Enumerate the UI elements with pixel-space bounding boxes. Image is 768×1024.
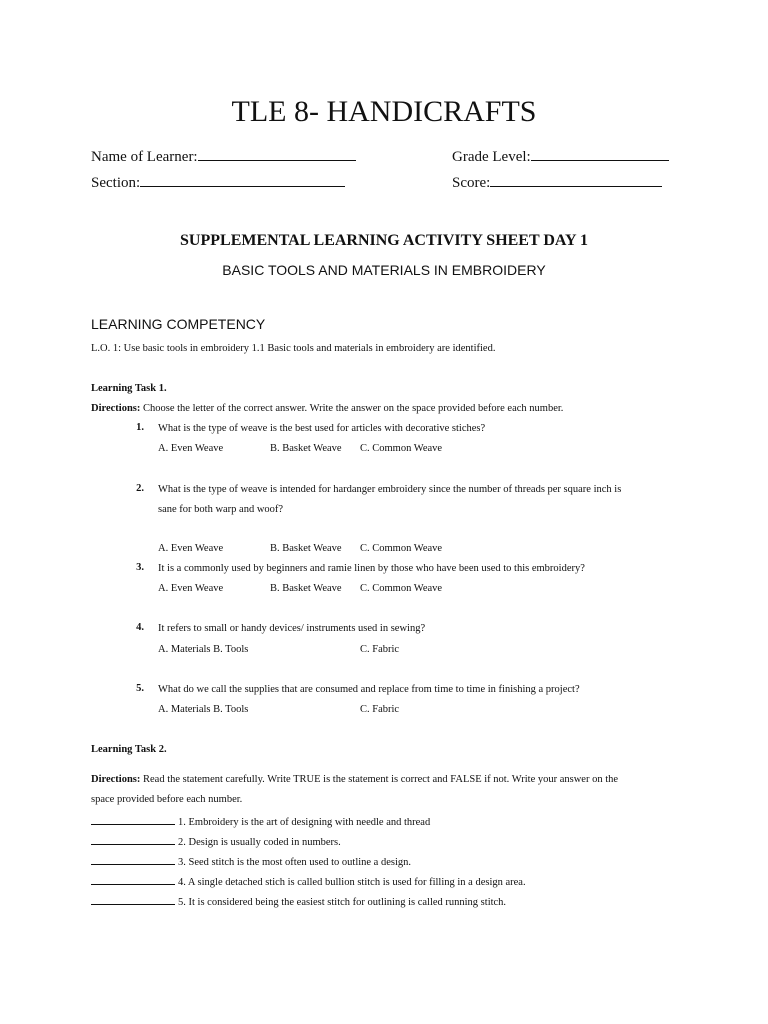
question-5-option-c: C. Fabric	[360, 704, 400, 715]
tf-item-4	[91, 873, 526, 890]
tf-item-1	[91, 813, 430, 830]
answer-blank-5[interactable]	[91, 893, 175, 905]
question-1-number: 1.	[136, 422, 144, 433]
task1-directions-text: Choose the letter of the correct answer. Write the answer on the space provided before each number.	[140, 403, 564, 414]
question-2-text-cont: sane for both warp and woof?	[158, 504, 284, 515]
question-2-text: What is the type of weave is intended for hardanger embroidery since the number of threads per square inch is	[158, 484, 622, 495]
sheet-title: SUPPLEMENTAL LEARNING ACTIVITY SHEET DAY 1	[180, 232, 588, 249]
question-3-option-c: C. Common Weave	[360, 583, 443, 594]
answer-blank-1[interactable]	[91, 813, 175, 825]
answer-blank-3[interactable]	[91, 853, 175, 865]
section-label: Section:	[91, 175, 141, 191]
task1-directions-label: Directions:	[91, 403, 141, 414]
question-4-option-c: C. Fabric	[360, 644, 400, 655]
page-title: TLE 8- HANDICRAFTS	[231, 95, 537, 128]
question-4-option-a: A. Materials B. Tools	[158, 644, 249, 655]
tf-item-5	[91, 893, 506, 910]
question-4-number: 4.	[136, 622, 144, 633]
tf-item-5-text: 5. It is considered being the easiest stitch for outlining is called running stitch.	[178, 897, 507, 908]
tf-item-3	[91, 853, 411, 870]
question-2-option-c: C. Common Weave	[360, 543, 443, 554]
score-label: Score:	[452, 175, 491, 191]
grade-level-field[interactable]	[452, 146, 669, 167]
grade-level-line[interactable]	[531, 146, 669, 161]
competency-heading: LEARNING COMPETENCY	[91, 316, 266, 332]
tf-item-2	[91, 833, 341, 850]
task2-directions-text: Read the statement carefully. Write TRUE is the statement is correct and FALSE if not. Write your answer on the	[140, 774, 619, 785]
learner-name-line[interactable]	[198, 146, 356, 161]
question-1-option-b: B. Basket Weave	[270, 443, 342, 454]
learner-name-field[interactable]	[91, 146, 356, 167]
answer-blank-2[interactable]	[91, 833, 175, 845]
task2-directions	[91, 773, 618, 787]
question-2-option-a: A. Even Weave	[158, 543, 224, 554]
question-1-option-c: C. Common Weave	[360, 443, 443, 454]
grade-level-label: Grade Level:	[452, 149, 531, 165]
question-2-number: 2.	[136, 483, 144, 494]
task2-heading: Learning Task 2.	[91, 744, 167, 755]
question-2-option-b: B. Basket Weave	[270, 543, 342, 554]
learner-name-label: Name of Learner:	[91, 149, 198, 165]
score-line[interactable]	[490, 172, 662, 187]
tf-item-1-text: 1. Embroidery is the art of designing with needle and thread	[178, 817, 431, 828]
section-line[interactable]	[140, 172, 345, 187]
answer-blank-4[interactable]	[91, 873, 175, 885]
topic-title: BASIC TOOLS AND MATERIALS IN EMBROIDERY	[222, 262, 546, 278]
question-4-text: It refers to small or handy devices/ instruments used in sewing?	[158, 623, 426, 634]
question-1-option-a: A. Even Weave	[158, 443, 224, 454]
section-field[interactable]	[91, 172, 345, 193]
question-5-number: 5.	[136, 683, 144, 694]
tf-item-2-text: 2. Design is usually coded in numbers.	[178, 837, 341, 848]
tf-item-3-text: 3. Seed stitch is the most often used to outline a design.	[178, 857, 412, 868]
task1-heading: Learning Task 1.	[91, 383, 167, 394]
learning-objective: L.O. 1: Use basic tools in embroidery 1.1 Basic tools and materials in embroidery are identified.	[91, 343, 496, 354]
question-3-option-b: B. Basket Weave	[270, 583, 342, 594]
question-5-text: What do we call the supplies that are consumed and replace from time to time in finishing a project?	[158, 684, 580, 695]
task2-directions-cont: space provided before each number.	[91, 794, 243, 805]
question-1-text: What is the type of weave is the best used for articles with decorative stiches?	[158, 423, 486, 434]
question-3-text: It is a commonly used by beginners and ramie linen by those who have been used to this embroidery?	[158, 563, 585, 574]
question-5-option-a: A. Materials B. Tools	[158, 704, 249, 715]
score-field[interactable]	[452, 172, 662, 193]
task2-directions-label: Directions:	[91, 774, 141, 785]
task1-directions	[91, 402, 563, 416]
question-3-number: 3.	[136, 562, 144, 573]
tf-item-4-text: 4. A single detached stich is called bullion stitch is used for filling in a design area.	[178, 877, 526, 888]
question-3-option-a: A. Even Weave	[158, 583, 224, 594]
